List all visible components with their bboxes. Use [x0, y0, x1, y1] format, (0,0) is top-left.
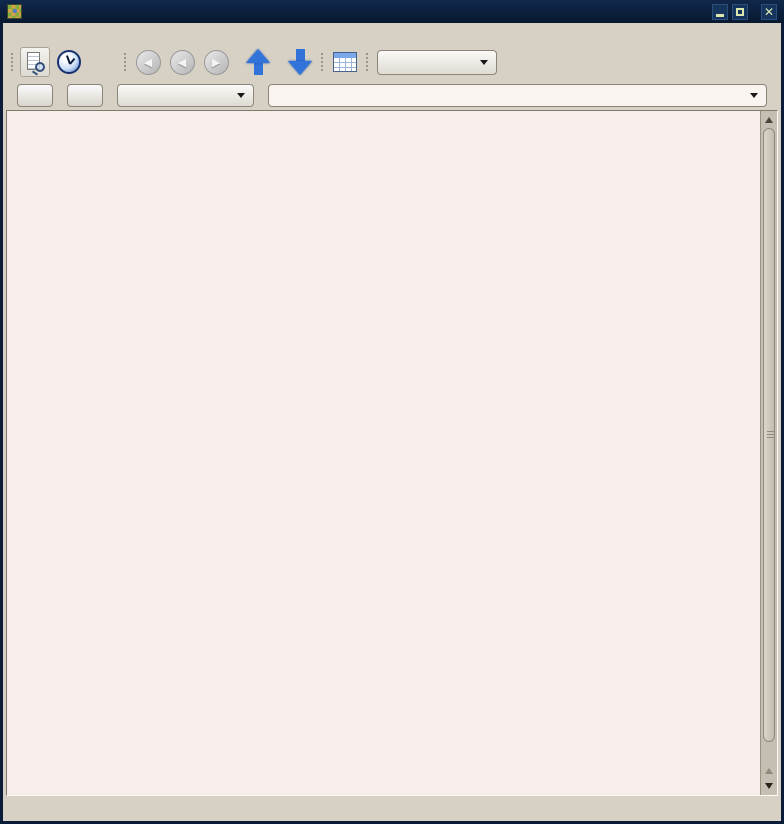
- query-combobox[interactable]: [268, 84, 767, 107]
- term-explorer-button[interactable]: [88, 47, 118, 77]
- clear-button[interactable]: [17, 84, 53, 107]
- magnifier-icon: [35, 62, 45, 72]
- chevron-down-icon: [480, 60, 488, 65]
- scroll-down-icon: [765, 783, 773, 789]
- toolbar-handle[interactable]: [366, 53, 369, 71]
- table-view-button[interactable]: [330, 47, 360, 77]
- close-icon: ✕: [763, 4, 775, 19]
- results-frame: [6, 110, 778, 796]
- chevron-down-icon: [750, 93, 758, 98]
- chevron-down-icon: [237, 93, 245, 98]
- blue-down-arrow-icon: [288, 49, 312, 75]
- scrollbar-up-button[interactable]: [762, 112, 776, 127]
- category-filter-select[interactable]: [377, 50, 497, 75]
- vertical-scrollbar[interactable]: [760, 111, 777, 795]
- menu-bar: [3, 23, 781, 44]
- results-header: [17, 123, 756, 140]
- status-bar: [6, 796, 778, 818]
- nav-previous-button[interactable]: [167, 47, 197, 77]
- minimize-icon: [716, 14, 724, 17]
- maximize-icon: [736, 8, 744, 16]
- search-bar: [3, 80, 781, 110]
- next-page-button[interactable]: [285, 47, 315, 77]
- query-input[interactable]: [277, 88, 750, 103]
- scroll-up-icon: [765, 117, 773, 123]
- scrollbar-down-button[interactable]: [762, 778, 776, 793]
- scroll-up-icon: [765, 768, 773, 774]
- scrollbar-up-button-2[interactable]: [762, 763, 776, 778]
- query-language-select[interactable]: [117, 84, 254, 107]
- minimize-button[interactable]: [712, 4, 728, 20]
- recoll-app-icon: [7, 4, 22, 19]
- results-view: [7, 111, 760, 795]
- advanced-search-button[interactable]: [20, 47, 50, 77]
- close-button[interactable]: [761, 4, 777, 20]
- nav-back-button[interactable]: [133, 47, 163, 77]
- toolbar: [3, 44, 781, 80]
- toolbar-handle[interactable]: [11, 53, 14, 71]
- arrow-right-icon: ▶: [204, 50, 229, 75]
- title-bar[interactable]: [0, 0, 784, 23]
- scrollbar-thumb[interactable]: [763, 128, 775, 742]
- sort-by-date-button[interactable]: [54, 47, 84, 77]
- toolbar-separator: [124, 53, 127, 71]
- search-button[interactable]: [67, 84, 103, 107]
- arrow-left-icon: ◀: [136, 50, 161, 75]
- maximize-button[interactable]: [732, 4, 748, 20]
- nav-next-button[interactable]: [201, 47, 231, 77]
- app-body: [3, 23, 781, 821]
- blue-up-arrow-icon: [246, 49, 270, 75]
- previous-page-button[interactable]: [243, 47, 273, 77]
- table-grid-icon: [333, 52, 357, 72]
- arrow-left-icon: ◀: [170, 50, 195, 75]
- clock-icon: [57, 50, 81, 74]
- toolbar-separator: [321, 53, 324, 71]
